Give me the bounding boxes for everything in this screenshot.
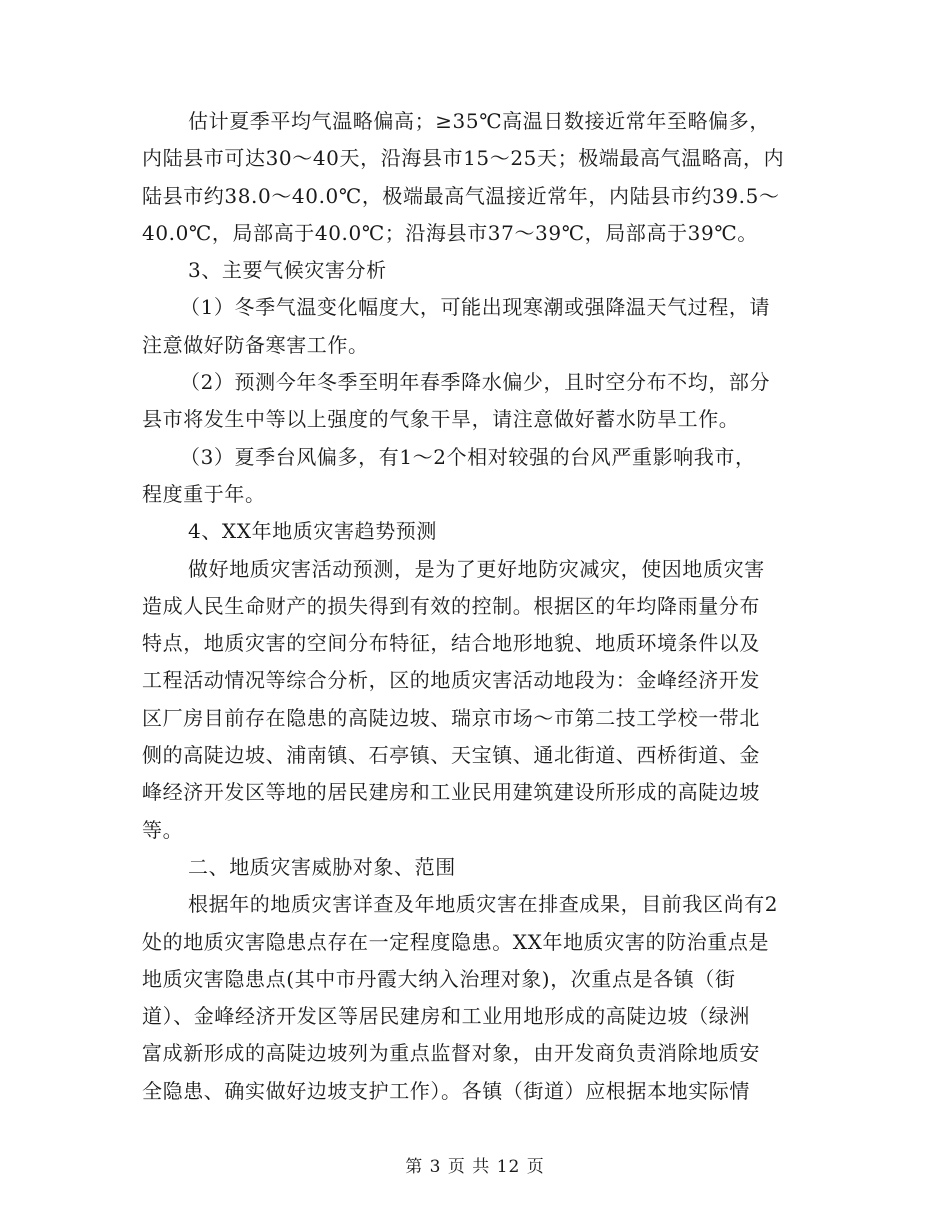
text-line: 工程活动情况等综合分析，区的地质灾害活动地段为：金峰经济开发: [142, 668, 760, 693]
text-line: 40.0℃，局部高于40.0℃；沿海县市37～39℃，局部高于39℃。: [142, 220, 758, 245]
text-line: 道）、金峰经济开发区等居民建房和工业用地形成的高陡边坡（绿洲: [142, 1004, 750, 1029]
text-line: 侧的高陡边坡、浦南镇、石亭镇、天宝镇、通北街道、西桥街道、金: [142, 743, 760, 768]
page-number-footer: 第 3 页 共 12 页: [405, 1157, 545, 1177]
text-line: 地质灾害隐患点(其中市丹霞大纳入治理对象)，次重点是各镇（街: [142, 966, 736, 991]
text-line: 估计夏季平均气温略偏高；≥35℃高温日数接近常年至略偏多，: [188, 109, 770, 133]
text-line: 全隐患、确实做好边坡支护工作）。各镇（街道）应根据本地实际情: [142, 1078, 750, 1103]
document-body: [142, 103, 810, 1110]
text-line: 处的地质灾害隐患点存在一定程度隐患。XX年地质灾害的防治重点是: [142, 929, 770, 954]
text-line: 造成人民生命财产的损失得到有效的控制。根据区的年均降雨量分布: [142, 593, 760, 618]
text-line: 县市将发生中等以上强度的气象干旱，请注意做好蓄水防旱工作。: [142, 407, 740, 432]
text-line: 根据年的地质灾害详查及年地质灾害在排查成果，目前我区尚有2: [188, 892, 779, 917]
text-line: 程度重于年。: [142, 481, 266, 506]
text-line: 特点，地质灾害的空间分布特征，结合地形地貌、地质环境条件以及: [142, 631, 760, 656]
text-line: 等。: [142, 817, 184, 842]
text-line: （3）夏季台风偏多，有1～2个相对较强的台风严重影响我市，: [180, 444, 756, 469]
section-heading: 3、主要气候灾害分析: [188, 258, 387, 283]
text-line: 注意做好防备寒害工作。: [142, 332, 369, 357]
text-line: 内陆县市可达30～40天，沿海县市15～25天；极端最高气温略高，内: [142, 146, 785, 171]
text-line: 陆县市约38.0～40.0℃，极端最高气温接近常年，内陆县市约39.5～: [142, 183, 780, 208]
text-line: （2）预测今年冬季至明年春季降水偏少，且时空分布不均，部分: [180, 370, 771, 395]
section-heading: 4、XX年地质灾害趋势预测: [188, 519, 438, 544]
text-line: 富成新形成的高陡边坡列为重点监督对象，由开发商负责消除地质安: [142, 1041, 760, 1066]
section-heading: 二、地质灾害威胁对象、范围: [188, 854, 456, 879]
text-line: 峰经济开发区等地的居民建房和工业民用建筑建设所形成的高陡边坡: [142, 780, 760, 805]
text-line: 做好地质灾害活动预测，是为了更好地防灾减灾，使因地质灾害: [188, 556, 765, 581]
text-line: 区厂房目前存在隐患的高陡边坡、瑞京市场～市第二技工学校一带北: [142, 705, 760, 730]
text-line: （1）冬季气温变化幅度大，可能出现寒潮或强降温天气过程，请: [180, 295, 771, 320]
